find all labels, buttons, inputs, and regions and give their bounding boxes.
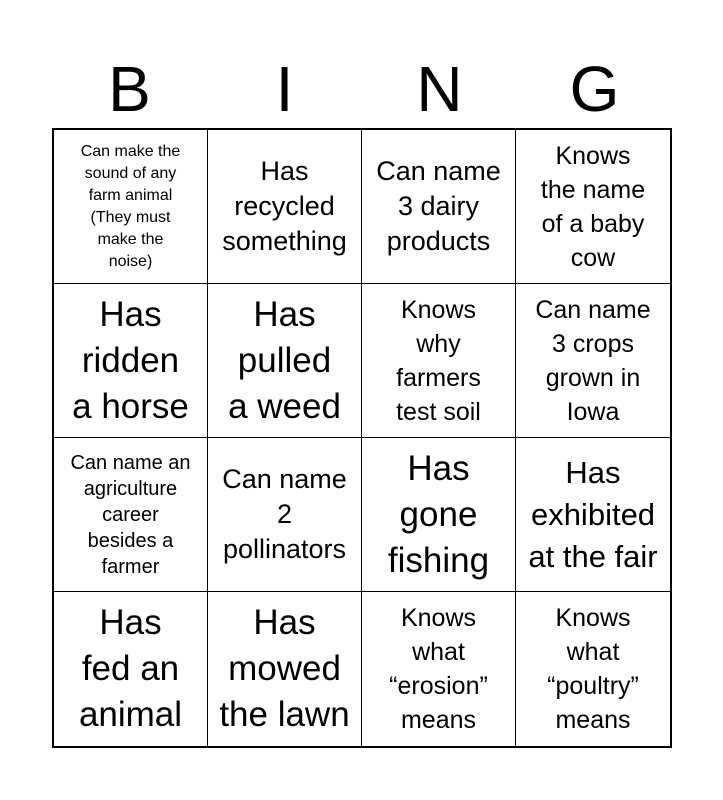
cell-text: Knows why farmers test soil — [396, 295, 481, 426]
header-letter-i: I — [275, 53, 294, 125]
bingo-cell-r2c3[interactable] — [362, 284, 516, 438]
cell-text: Knows the name of a baby cow — [540, 141, 646, 272]
cell-text: Has gone fishing — [387, 448, 490, 580]
cell-text: Can name 3 crops grown in Iowa — [535, 295, 651, 426]
bingo-cell-r3c1[interactable] — [54, 438, 208, 592]
cell-text: Can name an agriculture career besides a farmer — [70, 451, 191, 578]
cell-text: Has recycled something — [222, 156, 347, 256]
bingo-cell-r2c2[interactable] — [208, 284, 362, 438]
bingo-cell-r2c1[interactable] — [54, 284, 208, 438]
cell-text: Has mowed the lawn — [219, 603, 350, 734]
cell-text: Can name 3 dairy products — [376, 156, 501, 256]
bingo-cell-r3c4[interactable] — [516, 438, 670, 592]
header-letter-g: G — [569, 53, 620, 125]
bingo-cell-r4c1[interactable] — [54, 592, 208, 746]
cell-text: Knows what “poultry” means — [547, 604, 639, 734]
bingo-cell-r1c1[interactable] — [54, 130, 208, 284]
header-letter-b: B — [108, 53, 151, 125]
cell-text: Knows what “erosion” means — [389, 604, 488, 734]
cell-text: Can name 2 pollinators — [222, 464, 347, 564]
cell-text: Has ridden a horse — [72, 294, 189, 426]
bingo-cell-r3c2[interactable] — [208, 438, 362, 592]
bingo-cell-r3c3[interactable] — [362, 438, 516, 592]
bingo-cell-r4c4[interactable] — [516, 592, 670, 746]
cell-text: Has exhibited at the fair — [528, 454, 658, 574]
bingo-cell-r4c2[interactable] — [208, 592, 362, 746]
bingo-cell-r1c3[interactable] — [362, 130, 516, 284]
cell-text: Has pulled a weed — [228, 294, 341, 426]
bingo-cell-r1c4[interactable] — [516, 130, 670, 284]
bingo-cell-r1c2[interactable] — [208, 130, 362, 284]
bingo-board — [52, 128, 672, 748]
bingo-header — [52, 50, 672, 128]
header-letter-n: N — [416, 53, 463, 125]
bingo-cell-r4c3[interactable] — [362, 592, 516, 746]
cell-text: Has fed an animal — [78, 603, 183, 734]
cell-text: Can make the sound of any farm animal (They must make the noise) — [80, 142, 181, 270]
bingo-cell-r2c4[interactable] — [516, 284, 670, 438]
